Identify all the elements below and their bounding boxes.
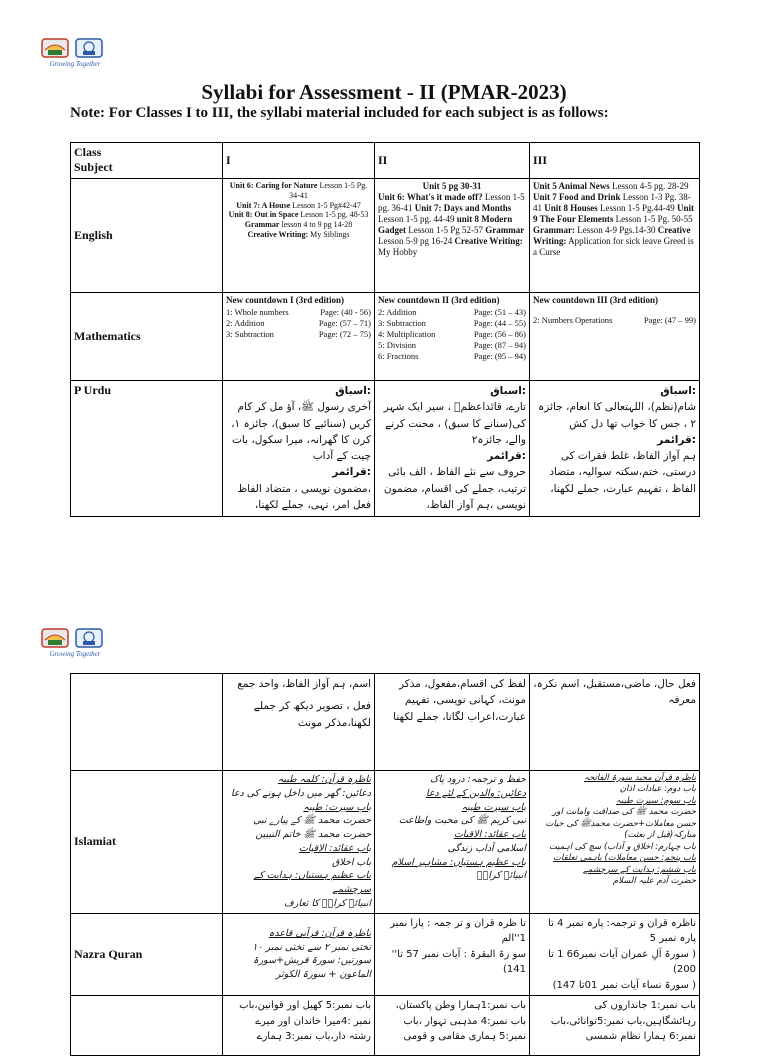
urdu-ii-grammar-heading: :قرائمر — [487, 450, 526, 463]
list-item: حضرت محمد ﷺ کے پیارے نبی حضرت محمد ﷺ خاتم النبیین — [253, 815, 371, 841]
math-i-book: New countdown I (3rd edition) — [226, 295, 345, 305]
syllabus-table-2 — [70, 673, 700, 1056]
syllabus-table-1 — [70, 142, 700, 517]
class-label: Class — [74, 145, 102, 159]
list-item: ( سورۃ نساء آیات نمبر 01تا 147) — [552, 979, 696, 991]
list-item: باب عظیم ہستیاں: ہدایت کے سرچشمے — [253, 870, 371, 896]
urdu-i-grammar-heading: :قرائمر — [332, 466, 371, 479]
subject-blank — [71, 674, 223, 771]
list-item: سورتیں: سورۃ قریش+سورۃ — [253, 955, 371, 967]
list-item: ناظرہ قرآن: کلمہ طیبہ — [277, 774, 371, 785]
list-item: باب عقائد: الاقیات — [298, 842, 371, 854]
urdu-iii-lessons-heading: :اسباق — [660, 385, 696, 397]
english-class-ii — [375, 179, 530, 293]
islamiat-row — [71, 771, 700, 914]
list-item: 3: Subtraction Page: (44 – 55) — [378, 317, 526, 328]
urdu-i-lessons: آخری رسول ﷺ، آؤ مل کر کام کریں (سنائیے کا سبق)، جائزہ ۱، کرن کا گھرانہ، میرا سکول، بات چیت کے آداب — [231, 401, 371, 463]
list-item: ناظرہ قرآن مجید سورۃ الفاتحہ — [584, 773, 696, 783]
list-item: باب نمبر:1 جانداروں کی رہائشگاہیں،باب نمبر:5توانائی،باب — [550, 1000, 696, 1027]
english-iii-content: Unit 5 Animal News Lesson 4-5 pg. 28-29 Unit 7 Food and Drink Lesson 1-3 Pg. 38-41 Unit 8 Houses Lesson 1-5 Pg.44-49 Unit 9 The Four Elements Lesson 1-5 Pg. 50-55 Grammar: Lesson 4-9 Pgs.14-30 Creative Writing: Application for sick leave Greed is a Curse — [533, 181, 695, 257]
math-ii-book: New countdown II (3rd edition) — [378, 295, 500, 305]
list-item: نبی کریم ﷺ کی محبت واطاعت — [398, 815, 526, 827]
list-item: 2: Addition Page: (57 – 71) — [226, 317, 371, 328]
nazra-class-iii — [530, 913, 700, 996]
last-class-i — [223, 996, 375, 1056]
list-item: ناظرہ قران و ترجمہ: پارہ نمبر 4 تا پارہ نمبر 5 — [548, 917, 696, 945]
list-item: باب عقائد: الاقیات — [453, 829, 526, 841]
list-item: 5: Division Page: (87 – 94) — [378, 339, 526, 350]
list-item: حفظ و ترجمہ: درود پاک — [429, 774, 526, 785]
urdu-i-lessons-heading: :اسباق — [335, 385, 371, 397]
class-iii-header: III — [530, 143, 700, 179]
list-item: باب نمبر:1ہمارا وطن پاکستان، باب نمبر:4 مذہبی تہوار ،باب — [395, 1000, 526, 1027]
english-class-i — [223, 179, 375, 293]
logo-tagline: Growing Together — [49, 60, 101, 68]
english-i-unit6: Unit 6: Caring for Nature Lesson 1-5 Pg. 34-41 — [229, 181, 368, 200]
list-item: نا ظرہ قران و تر جمہ : پارا نمبر 1''الم — [390, 917, 526, 945]
math-class-ii — [375, 293, 530, 381]
list-item: 2: Numbers Operations Page: (47 – 99) — [533, 314, 696, 325]
list-item: 2: Addition Page: (51 – 43) — [378, 306, 526, 317]
logo-tagline-page-2: Growing Together — [49, 650, 101, 658]
english-ii-content: Unit 6: What's it made off? Lesson 1-5 pg. 36-41 Unit 7: Days and Months Lesson 1-5 pg. 44-49 unit 8 Modern Gadget Lesson 1-5 Pg 52-57 Grammar Lesson 5-9 pg 16-24 Creative Writing: My Hobby — [378, 191, 525, 257]
urdu-cont-class-ii — [375, 674, 530, 771]
urdu-i-grammar-2: فعل امر، نہی، جملے لکھنا، — [254, 498, 371, 511]
table-header-row — [71, 143, 700, 179]
urdu-class-ii — [375, 381, 530, 517]
list-item: حضرت محمد ﷺ کی صداقت وامانت اور حسن معاملات+حضرت محمدﷺ کی حیات مبارکہ(قبل از بعثت) — [545, 807, 696, 841]
math-iii-book: New countdown III (3rd edition) — [533, 295, 659, 305]
urdu-cont-class-i — [223, 674, 375, 771]
list-item: حضرت آدم علیہ السلام — [612, 876, 696, 887]
list-item: 4: Multiplication Page: (56 – 86) — [378, 328, 526, 339]
urdu-iii-lessons: شام(نظم)، اللہتعالی کا انعام، جائزہ ۲ ، جس کا خواب تھا دل کش — [538, 401, 696, 430]
list-item: اسلامی آداب زندگی — [447, 842, 526, 854]
islamiat-class-ii — [375, 771, 530, 914]
english-ii-unit5: Unit 5 pg 30-31 — [422, 181, 482, 191]
english-i-unit8: Unit 8: Out in Space Lesson 1-5 pg. 48-53 — [228, 210, 369, 220]
page-title: Syllabi for Assessment - II (PMAR-2023) — [201, 80, 567, 104]
urdu-class-i — [223, 381, 375, 517]
list-item: 6: Fractions Page: (95 – 94) — [378, 350, 526, 361]
urdu-cont-class-iii — [530, 674, 700, 771]
list-item: باب سیرت طیبہ — [461, 801, 526, 813]
math-class-i — [223, 293, 375, 381]
math-row — [71, 293, 700, 381]
list-item: لفظ کی اقسام،مفعول، مذکر مونث، کہانی نویسی، تفہیم عبارت،اعراب لگانا، جملے لکھنا — [393, 678, 526, 723]
list-item: اسم، ہم آواز الفاظ، واحد جمع — [237, 678, 371, 690]
subject-urdu: P Urdu — [71, 381, 223, 517]
list-item: ناظرہ قرآن: قرآنی قاعدہ — [268, 927, 371, 939]
list-item: فعل حال، ماضی،مستقبل، اسم نکرہ، معرفہ — [533, 678, 696, 707]
english-row — [71, 179, 700, 293]
subject-cut-off — [71, 996, 223, 1056]
subject-english: English — [71, 179, 223, 293]
urdu-ii-lessons-heading: :اسباق — [490, 385, 526, 397]
nazra-class-i — [223, 913, 375, 996]
urdu-ii-lessons: تارے، قائداعظمؒ ، سیر ایک شہر کی(سنانے کا سبق) ، محنت کرنے والے، جائزہ۲ — [383, 401, 526, 446]
list-item: الماعون + سورۃ الکوثر — [275, 969, 371, 981]
nazra-class-ii — [375, 913, 530, 996]
syllabus-note: Note: For Classes I to III, the syllabi material included for each subject is as follows: — [70, 105, 609, 121]
english-class-iii — [530, 179, 700, 293]
islamiat-class-iii — [530, 771, 700, 914]
urdu-iii-grammar-heading: :قرائمر — [657, 433, 696, 446]
list-item: انبیائے کرامؑ — [476, 870, 526, 882]
list-item: نمبر:5 ہماری مقامی و قومی — [403, 1031, 526, 1043]
math-class-iii — [530, 293, 700, 381]
english-i-writing: Creative Writing: My Siblings — [247, 229, 350, 239]
list-item: باب پنجم: حسن معاملات) باہمی تعلقات — [552, 853, 696, 864]
subject-islamiat: Islamiat — [71, 771, 223, 914]
social-studies-row — [71, 996, 700, 1056]
list-item: باب دوم: عبادات اذان — [619, 784, 696, 795]
last-class-iii — [530, 996, 700, 1056]
list-item: سو رۃ البقرۃ : آیات نمبر 57 تا'' 141) — [391, 948, 526, 976]
list-item: باب عظیم ہستیاں: مشاہیر اسلام — [391, 856, 526, 868]
list-item: ( سورۃ آلِ عمران آیات نمبر66 1 تا 200) — [548, 948, 696, 976]
nazra-row — [71, 913, 700, 996]
school-logo-page-2 — [40, 626, 110, 660]
last-class-ii — [375, 996, 530, 1056]
urdu-ii-grammar: حروف سے نئے الفاظ ، الف بائی ترتیب، جملے کی اقسام، مضمون نویسی ،ہم آواز الفاظ، — [383, 466, 526, 511]
urdu-iii-grammar: ہم آواز الفاظ، غلط فقرات کی درستی، ختم،سکتہ سوالیہ، متضاد الفاظ ، تفہیم عبارت، جملے لکھنا، — [549, 450, 696, 495]
list-item: باب نمبر:5 کھیل اور قوانین،باب نمبر :4میرا خاندان اور میرے — [239, 1000, 371, 1027]
list-item: باب سیرت: طیبہ — [303, 801, 371, 813]
subject-nazra: Nazra Quran — [71, 913, 223, 996]
list-item: 3: Subtraction Page: (72 – 75) — [226, 328, 371, 339]
list-item: 1: Whole numbers Page: (40 - 56) — [226, 306, 371, 317]
class-subject-header — [71, 143, 223, 179]
urdu-continued-row — [71, 674, 700, 771]
list-item: دعائیں: گھر میں داخل ہونے کی دعا — [230, 787, 371, 799]
english-i-unit7: Unit 7: A House Lesson 1-5 Pg#42-47 — [236, 200, 361, 210]
list-item: رشتہ دار،باب نمبر:3 ہمارے — [256, 1031, 371, 1043]
list-item: باب اخلاق — [331, 856, 371, 868]
school-logo — [40, 36, 110, 70]
urdu-i-grammar: ،مضمون نویسی ، متضاد الفاظ — [237, 482, 371, 495]
list-item: فعل ، تصویر دیکھ کر جملے لکھنا،مذکر مونث — [253, 700, 371, 729]
list-item: انبیائے کرامؑ کا تعارف — [283, 897, 371, 909]
list-item: باب چہارم: اخلاق و آداب) سچ کی اہمیت — [548, 841, 696, 852]
urdu-class-iii — [530, 381, 700, 517]
class-i-header: I — [223, 143, 375, 179]
list-item: تختی نمبر ۲ سے تختی نمبر ۱۰ — [252, 941, 371, 953]
english-i-grammar: Grammar lesson 4 to 9 pg 14-28 — [244, 220, 353, 229]
islamiat-class-i — [223, 771, 375, 914]
subject-math: Mathematics — [71, 293, 223, 381]
list-item: نمبر:6 ہمارا نظام شمسی — [585, 1031, 696, 1043]
list-item: باب ششم: ہدایت کے سرچشمے — [582, 864, 696, 875]
list-item: دعائیں: والدین کے لئے دعا — [425, 787, 526, 799]
list-item: باب سوم: سیرت طیبہ — [616, 795, 696, 806]
subject-label: Subject — [74, 160, 113, 174]
class-ii-header: II — [375, 143, 530, 179]
urdu-row — [71, 381, 700, 517]
